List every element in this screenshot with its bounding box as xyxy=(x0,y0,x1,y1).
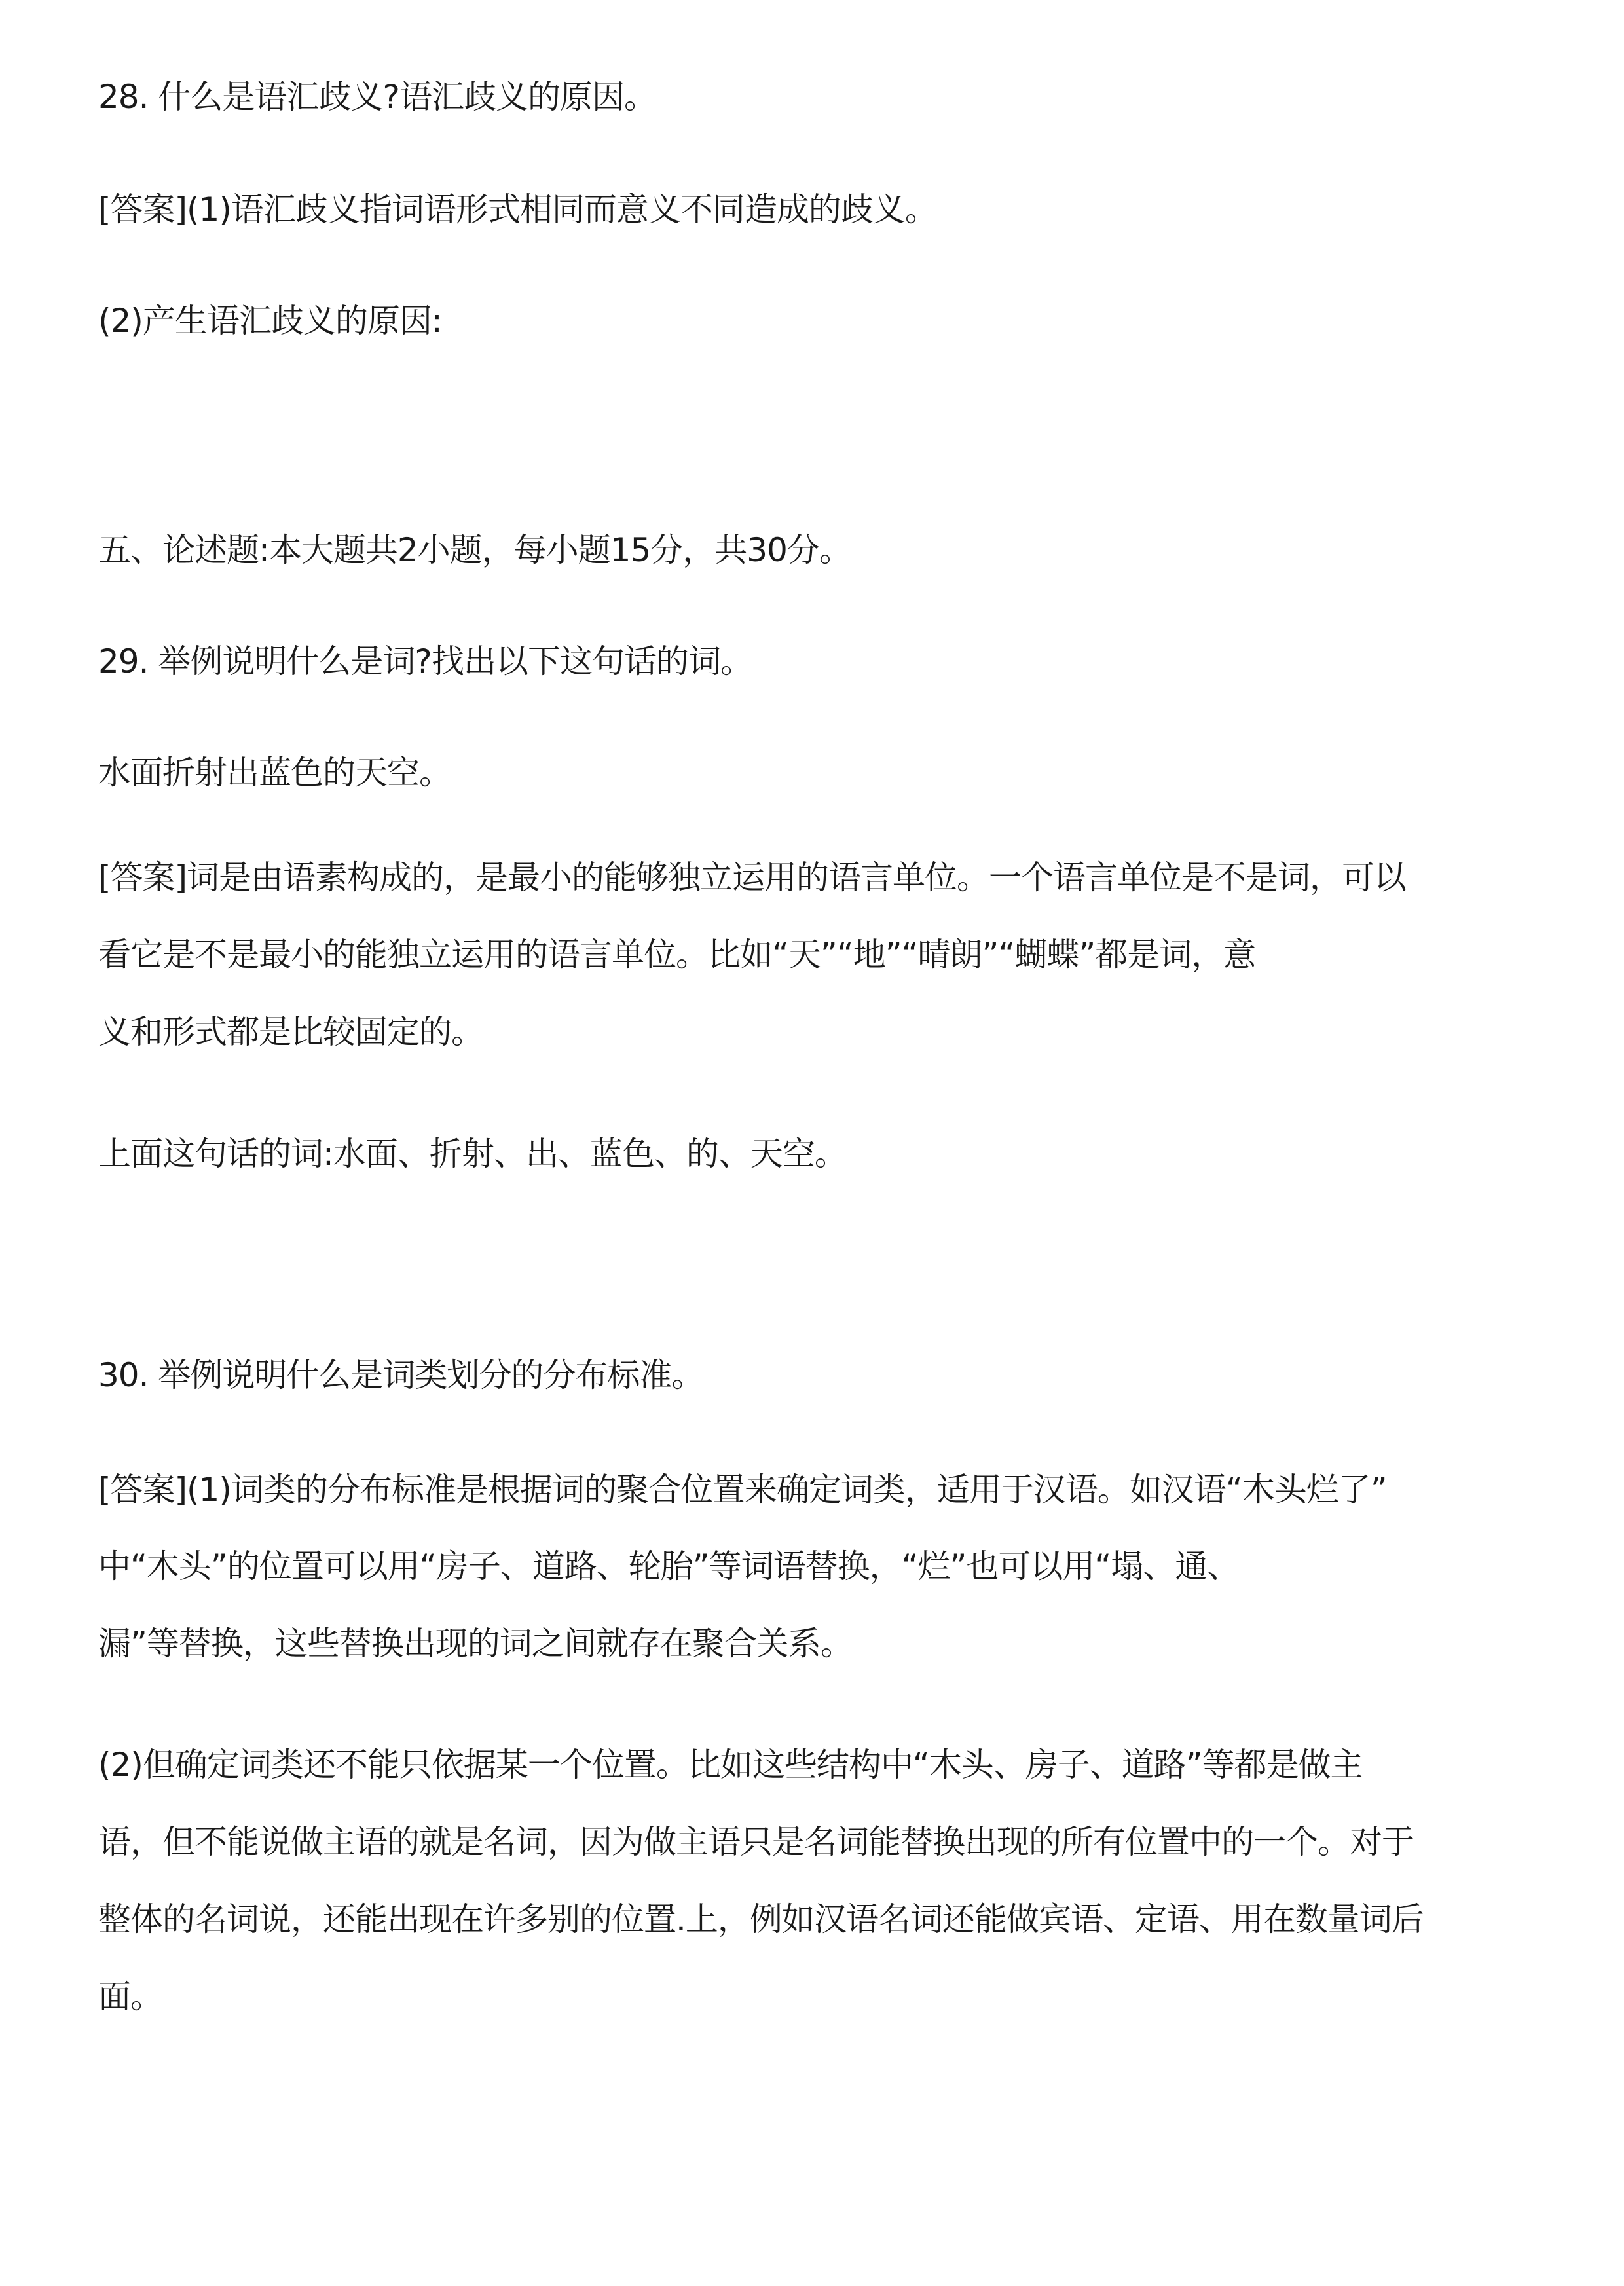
q30-answer-2-line-3: 整体的名词说，还能出现在许多别的位置.上，例如汉语名词还能做宾语、定语、用在数量词后 xyxy=(98,1900,1424,1938)
question-28: 28. 什么是语汇歧义?语汇歧义的原因。 xyxy=(98,78,656,116)
q30-answer-2-line-1: (2)但确定词类还不能只依据某一个位置。比如这些结构中“木头、房子、道路”等都是做主 xyxy=(98,1746,1363,1784)
q30-answer-1-line-3: 漏”等替换，这些替换出现的词之间就存在聚合关系。 xyxy=(98,1625,853,1663)
q29-answer-line-2: 看它是不是最小的能独立运用的语言单位。比如“天”“地”“晴朗”“蝴蝶”都是词，意 xyxy=(98,936,1256,974)
q30-answer-1-line-1: [答案](1)词类的分布标准是根据词的聚合位置来确定词类，适用于汉语。如汉语“木头烂了” xyxy=(98,1471,1387,1509)
q29-sentence: 水面折射出蓝色的天空。 xyxy=(98,754,451,792)
q29-answer-line-3: 义和形式都是比较固定的。 xyxy=(98,1013,483,1051)
q30-answer-1-line-2: 中“木头”的位置可以用“房子、道路、轮胎”等词语替换，“烂”也可以用“塌、通、 xyxy=(98,1547,1240,1585)
q29-words-line: 上面这句话的词:水面、折射、出、蓝色、的、天空。 xyxy=(98,1135,847,1173)
q30-answer-2-line-2: 语，但不能说做主语的就是名词，因为做主语只是名词能替换出现的所有位置中的一个。对于 xyxy=(98,1823,1414,1861)
section-5-header: 五、论述题:本大题共2小题，每小题15分，共30分。 xyxy=(98,531,851,569)
q28-answer-1: [答案](1)语汇歧义指词语形式相同而意义不同造成的歧义。 xyxy=(98,191,937,229)
q28-answer-2: (2)产生语汇歧义的原因: xyxy=(98,302,442,340)
question-30: 30. 举例说明什么是词类划分的分布标准。 xyxy=(98,1356,704,1394)
question-29: 29. 举例说明什么是词?找出以下这句话的词。 xyxy=(98,642,752,680)
q30-answer-2-line-4: 面。 xyxy=(98,1978,162,2016)
q29-answer-line-1: [答案]词是由语素构成的，是最小的能够独立运用的语言单位。一个语言单位是不是词，可以 xyxy=(98,858,1407,896)
